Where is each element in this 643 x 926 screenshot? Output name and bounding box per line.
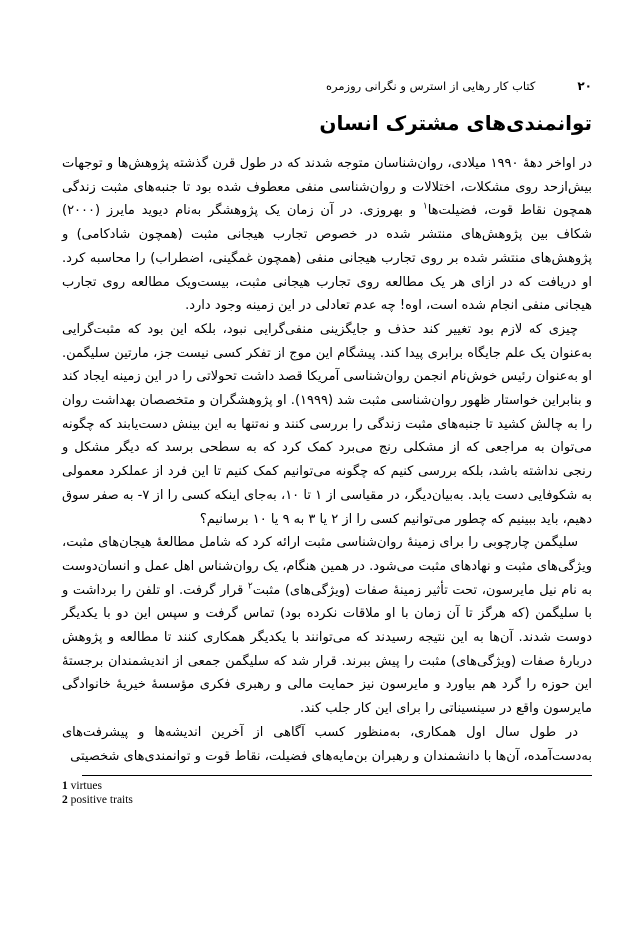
paragraph [62,318,592,531]
footnote-text: virtues [67,780,102,793]
footnote-separator [82,775,592,776]
footnote-text: positive traits [67,793,133,806]
footnote-number: 2 [62,793,68,806]
running-title: کتاب کار رهایی از استرس و نگرانی روزمره [325,79,536,93]
footnote-number: 1 [62,780,68,793]
paragraph [62,721,592,768]
footnote-item [62,794,592,808]
paragraph [62,152,592,318]
text-run: چیزی که لازم بود تغییر کند حذف و جایگزینی منفی‌گرایی نبود، بلکه این بود که مثبت‌گرایی به‌عنوان یک علم جایگاه برابری پیدا کند. پیشگام این موج از تفکر کسی نیست جز، مارتین سلیگمن. او به‌عنوان رئیس خوش‌نام انجمن روان‌شناسی آمریکا قصد داشت تحولاتی را در این زمینه ایجاد کند و بنابراین خواستار ظهور روان‌شناسی مثبت شد (۱۹۹۹). او پژوهشگران و متخصصان بهداشت روان را به چالش کشید تا جنبه‌های مثبت زندگی را بررسی کنند و نه‌تنها به این بینش دست‌یابند که چگونه می‌توان به مراجعی که از مشکلی رنج می‌برد کمک کرد که به سطحی برسد که دیگر مشکل و رنجی نداشته باشد، بلکه بررسی کنیم که چگونه می‌توانیم کمک کنیم تا این فرد از عملکرد معمولی به شکوفایی دست یابد. به‌بیان‌دیگر، در مقیاسی از ۱ تا ۱۰، به‌جای اینکه کسی را از ۷- به صفر سوق دهیم، باید ببینیم که چطور می‌توانیم کسی را از ۲ یا ۳ به ۹ یا ۱۰ برسانیم؟ [62,321,593,527]
footnote-item [62,780,592,794]
footnotes [62,780,592,807]
page-content [62,78,592,807]
text-run: در اواخر دهۀ ۱۹۹۰ میلادی، روان‌شناسان متوجه شدند که در طول قرن گذشته پژوهش‌ها و توجهات بیش‌ازحد روی مشکلات، اختلالات و روان‌شناسی منفی معطوف شده بود تا جنبه‌های مثبت زندگی همچون نقاط قوت، فضیلت‌ها [62,156,593,219]
running-header [62,78,592,94]
paragraph [62,531,592,721]
text-run: و بهروزی. در آن زمان یک پژوهشگر به‌نام دیوید مایرز (۲۰۰۰) شکاف بین پژوهش‌های منتشر شده در خصوص تجارب هیجانی مثبت (همچون شادکامی) و پژوهش‌های منتشر شده بر روی تجارب هیجانی منفی (همچون غمگینی، اضطراب) را محاسبه کرد. او دریافت که در ازای هر یک مطالعه روی تجارب هیجانی مثبت، بیست‌ویک مطالعه روی تجارب هیجانی منفی انجام شده است، اوه! چه عدم تعادلی در این زمینه وجود دارد. [62,203,592,314]
body-text [62,152,592,768]
footnote-ref: ۲ [247,581,253,592]
text-run: در طول سال اول همکاری، به‌منظور کسب آگاهی از آخرین اندیشه‌ها و پیشرفت‌های به‌دست‌آمده، آن‌ها با دانشمندان و رهبران بن‌مایه‌های فضیلت، نقاط قوت و توانمندی‌های شخصیتی [62,724,592,764]
section-heading: توانمندی‌های مشترک انسان [319,111,592,135]
page-number: ۲۰ [577,79,592,93]
text-run: قرار گرفت. او تلفن را برداشت و با سلیگمن (که هرگز تا آن زمان با او ملاقات نکرده بود) تماس گرفت و سپس این دو با یکدیگر دوست شدند. آن‌ها به این نتیجه رسیدند که می‌توانند با یکدیگر همکاری کنند تا مطالعه و پژوهش دربارهٔ صفات (ویژگی‌های) مثبت را پیش ببرند. قرار شد که سلیگمن جمعی از اندیشمندان برجستهٔ این حوزه را گرد هم بیاورد و مایرسون نیز حمایت مالی و رهبری فکری مؤسسهٔ خیریهٔ خانوادگی مایرسون واقع در سینسیناتی را برای این کار جلب کند. [62,582,592,717]
footnote-ref: ۱ [422,202,428,213]
text-run: سلیگمن چارچوبی را برای زمینهٔ روان‌شناسی مثبت ارائه کرد که شامل مطالعهٔ هیجان‌های مثبت، ویژگی‌های مثبت و نهادهای مثبت می‌شود. در همین هنگام، یک روان‌شناس اهل عمل و انسان‌دوست به نام نیل مایرسون، تحت تأثیر زمینهٔ صفات (ویژگی‌های) مثبت [62,535,592,598]
